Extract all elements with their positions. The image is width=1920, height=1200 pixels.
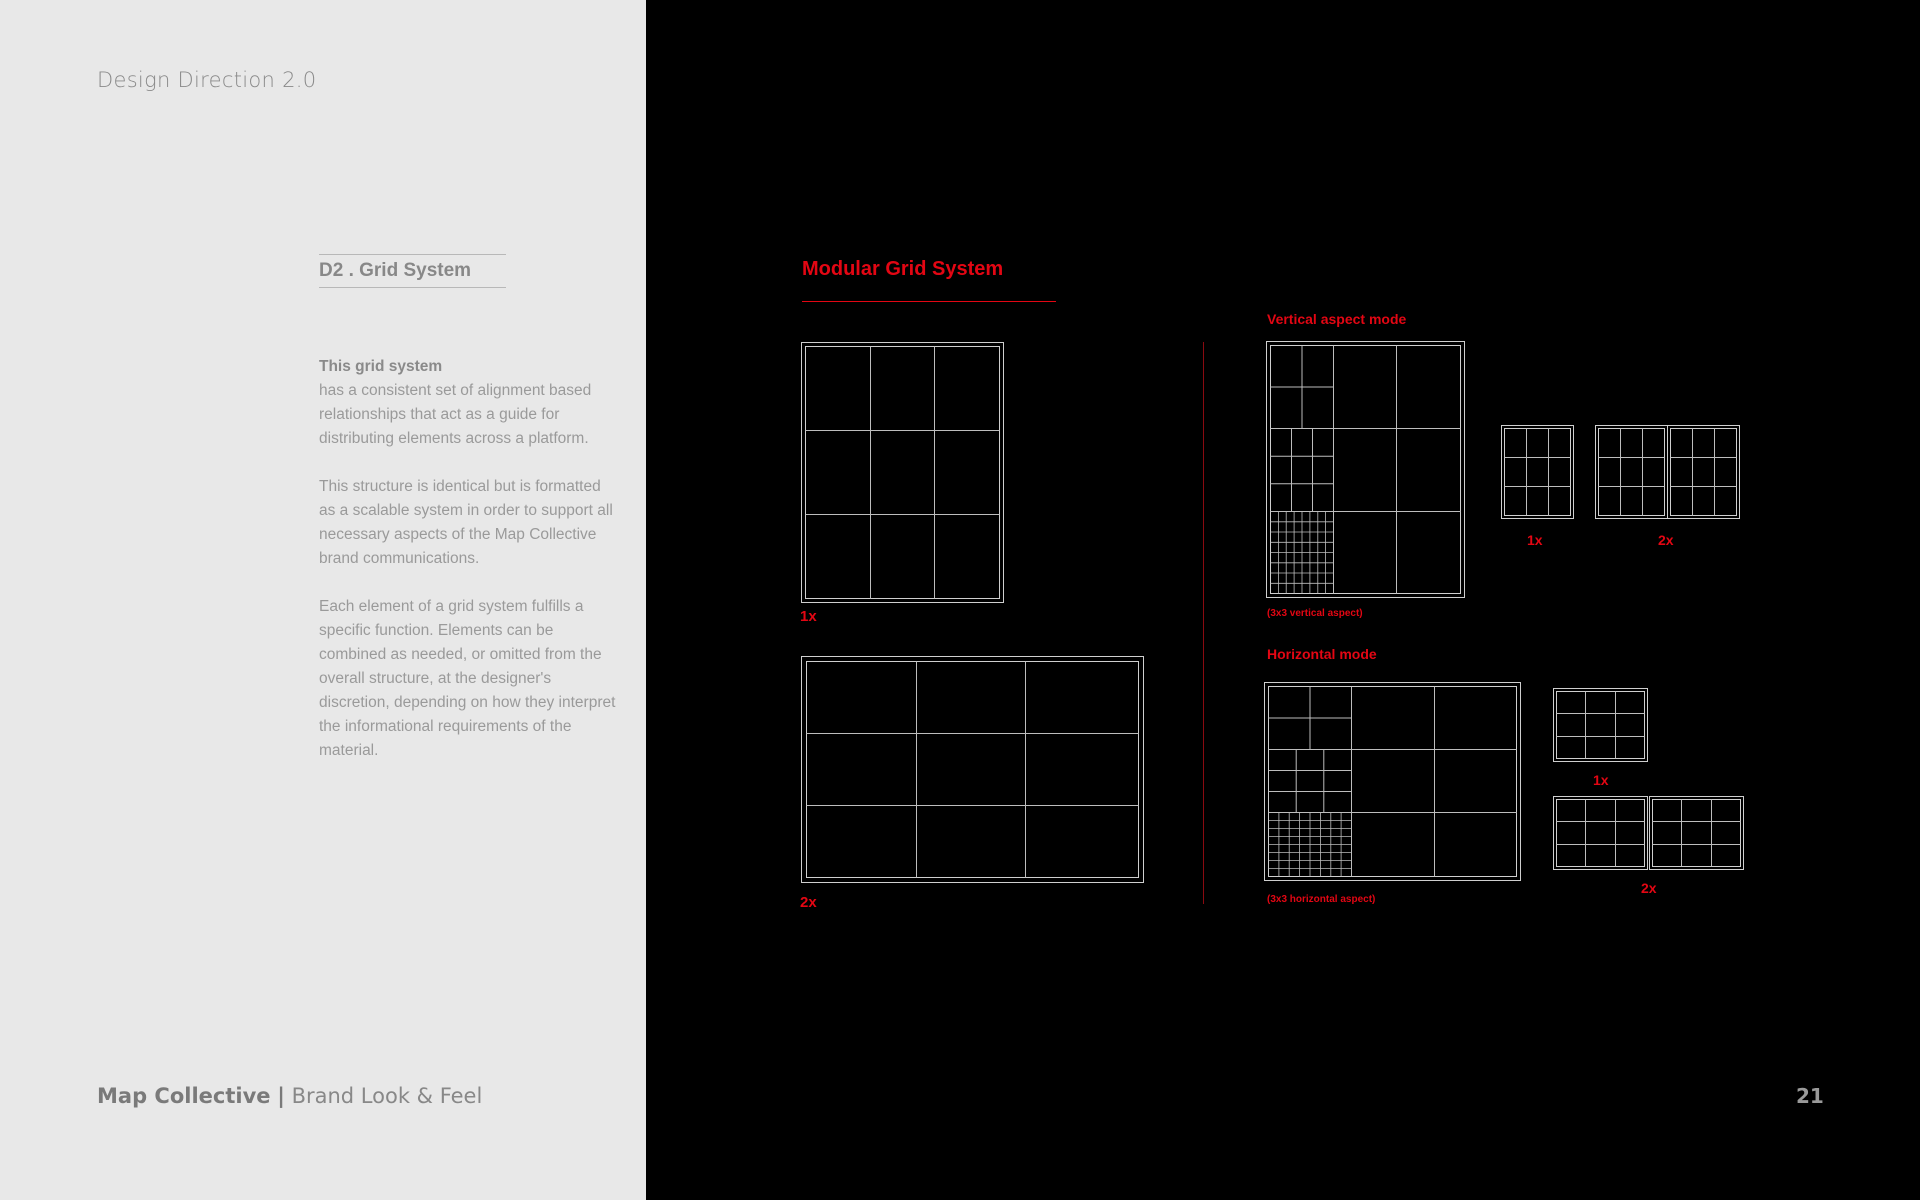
left-panel <box>0 0 646 1200</box>
footer-tagline: Brand Look & Feel <box>291 1084 483 1108</box>
vertical-mode-title: Vertical aspect mode <box>1267 311 1407 327</box>
vertical-1x-thumbnail <box>1501 425 1575 520</box>
grid-1x-vertical-diagram <box>801 342 1005 604</box>
vertical-label-2x: 2x <box>1658 532 1674 548</box>
vertical-2x-thumbnail <box>1595 425 1741 520</box>
horizontal-2x-thumbnail <box>1553 796 1745 871</box>
horizontal-label-2x: 2x <box>1641 880 1657 896</box>
paragraph-1 <box>319 355 619 451</box>
vertical-label-1x: 1x <box>1527 532 1543 548</box>
paragraph-1-text: has a consistent set of alignment based relationships that act as a guide for distributing elements across a platform. <box>319 382 592 447</box>
diagram-title: Modular Grid System <box>802 258 1004 280</box>
paragraph-2: This structure is identical but is formatted as a scalable system in order to support all necessary aspects of the Map Collective brand communications. <box>319 478 613 567</box>
horizontal-aspect-grid-diagram <box>1264 682 1522 882</box>
footer <box>97 1084 482 1108</box>
vertical-divider <box>1203 342 1204 904</box>
footer-separator: | <box>277 1084 285 1108</box>
document-title: Design Direction 2.0 <box>97 68 317 92</box>
horizontal-mode-caption: (3x3 horizontal aspect) <box>1267 894 1376 905</box>
title-underline <box>802 301 1056 302</box>
vertical-mode-caption: (3x3 vertical aspect) <box>1267 608 1363 619</box>
footer-brand: Map Collective <box>97 1084 271 1108</box>
grid-2x-horizontal-diagram <box>801 656 1145 884</box>
horizontal-mode-title: Horizontal mode <box>1267 646 1377 662</box>
label-2x: 2x <box>800 894 817 911</box>
paragraph-3: Each element of a grid system fulfills a specific function. Elements can be combined as needed, or omitted from the overall structure, at the designer's discretion, depending on how they interpret the informational requirements of the material. <box>319 598 616 759</box>
horizontal-1x-thumbnail <box>1553 688 1649 763</box>
paragraph-lead: This grid system <box>319 358 443 375</box>
section-title: D2 . Grid System <box>319 260 472 281</box>
body-copy <box>319 355 619 787</box>
horizontal-label-1x: 1x <box>1593 772 1609 788</box>
section-heading <box>319 254 506 288</box>
page-number: 21 <box>1796 1084 1824 1108</box>
vertical-aspect-grid-diagram <box>1266 341 1466 599</box>
label-1x: 1x <box>800 608 817 625</box>
